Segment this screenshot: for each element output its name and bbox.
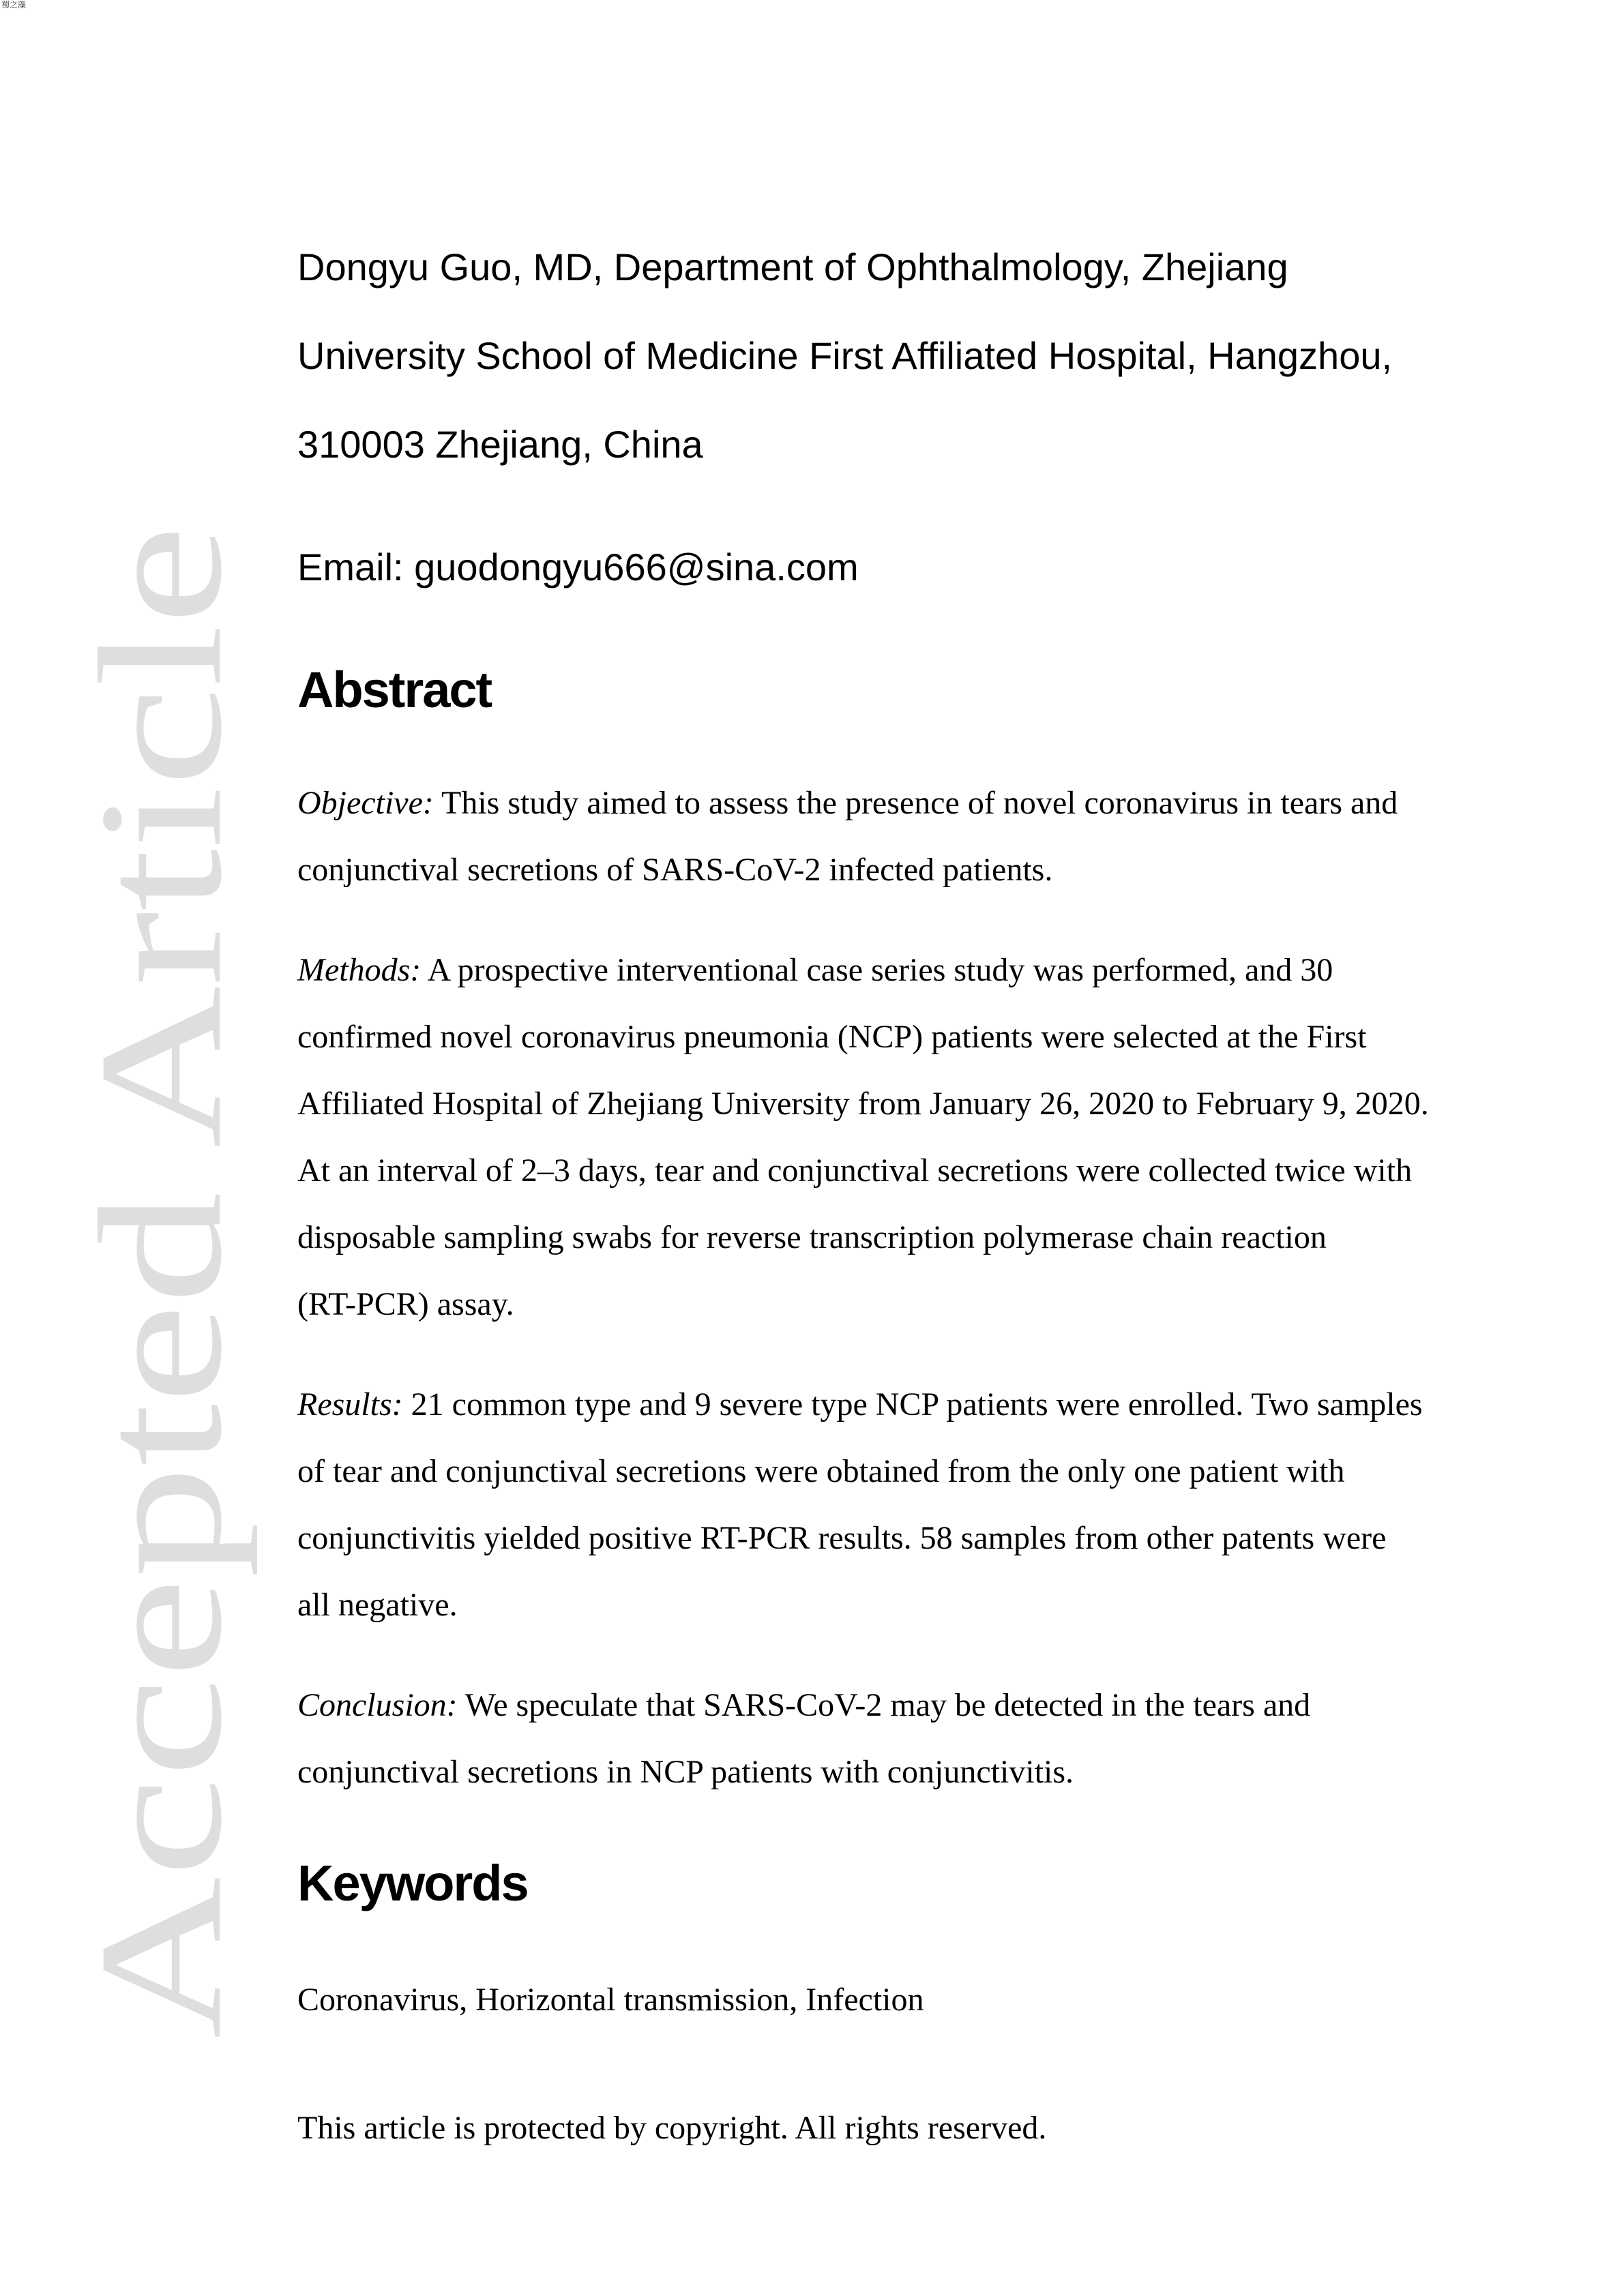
results-text-line-1: 21 common type and 9 severe type NCP patients were enrolled. Two samples xyxy=(402,1386,1423,1422)
conclusion-text-line-2: conjunctival secretions in NCP patients with conjunctivitis. xyxy=(297,1754,1074,1790)
methods-text-line-4: At an interval of 2–3 days, tear and conjunctival secretions were collected twice with xyxy=(297,1152,1413,1189)
objective-text-line-1: This study aimed to assess the presence of novel coronavirus in tears and xyxy=(433,785,1398,821)
methods-text-line-5: disposable sampling swabs for reverse transcription polymerase chain reaction xyxy=(297,1219,1327,1255)
methods-text-line-6: (RT-PCR) assay. xyxy=(297,1286,514,1322)
results-text-line-3: conjunctivitis yielded positive RT-PCR results. 58 samples from other patents were xyxy=(297,1520,1387,1556)
author-email: Email: guodongyu666@sina.com xyxy=(297,546,859,588)
copyright-notice: This article is protected by copyright. All rights reserved. xyxy=(297,2110,1047,2146)
author-affiliation-line-1: Dongyu Guo, MD, Department of Ophthalmology, Zhejiang xyxy=(297,245,1288,288)
author-affiliation-line-3: 310003 Zhejiang, China xyxy=(297,423,703,466)
accepted-article-watermark xyxy=(0,0,286,2296)
corner-mark: 蜀之藻 xyxy=(1,0,27,10)
methods-text-line-1: A prospective interventional case series study was performed, and 30 xyxy=(421,952,1333,988)
watermark-text: Accepted Article xyxy=(63,852,258,2039)
methods-text-line-2: confirmed novel coronavirus pneumonia (NCP) patients were selected at the First xyxy=(297,1019,1367,1055)
keywords-text: Coronavirus, Horizontal transmission, Infection xyxy=(297,1982,924,2018)
methods-text-line-3: Affiliated Hospital of Zhejiang University from January 26, 2020 to February 9, 2020. xyxy=(297,1086,1429,1122)
conclusion-label: Conclusion: xyxy=(297,1687,458,1723)
keywords-heading: Keywords xyxy=(297,1855,528,1911)
objective-text-line-2: conjunctival secretions of SARS-CoV-2 infected patients. xyxy=(297,852,1053,888)
results-text-line-4: all negative. xyxy=(297,1587,458,1623)
objective-label: Objective: xyxy=(297,785,434,821)
methods-label: Methods: xyxy=(297,952,422,988)
conclusion-text-line-1: We speculate that SARS-CoV-2 may be detected in the tears and xyxy=(457,1687,1311,1723)
results-label: Results: xyxy=(297,1386,403,1422)
abstract-heading: Abstract xyxy=(297,661,492,718)
results-text-line-2: of tear and conjunctival secretions were obtained from the only one patient with xyxy=(297,1453,1345,1489)
author-affiliation-line-2: University School of Medicine First Affiliated Hospital, Hangzhou, xyxy=(297,334,1393,377)
